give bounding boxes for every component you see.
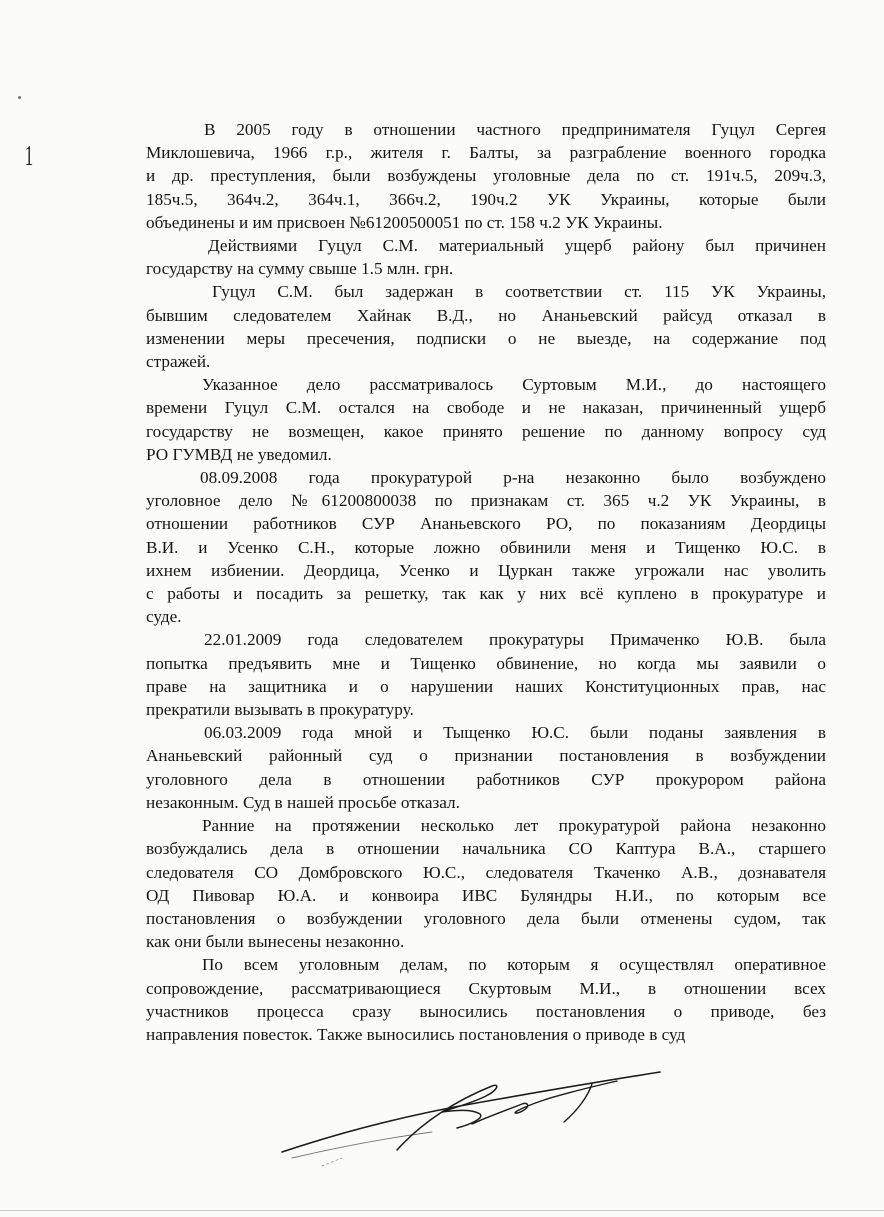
signature-stroke: [472, 1092, 572, 1124]
scan-edge-line: [0, 1210, 884, 1211]
text-line: попытка предъявить мне и Тищенко обвинение, но когда мы заявили о: [146, 653, 826, 673]
text-line: суде.: [146, 607, 182, 627]
text-line: направления повесток. Также выносились постановления о приводе в суд: [146, 1024, 686, 1044]
text-line: Ананьевский районный суд о признании постановления в возбуждении: [146, 746, 826, 766]
signature-stroke: [322, 1158, 342, 1166]
text-line: Гуцул С.М. был задержан в соответствии ст. 115 УК Украины,: [212, 282, 826, 302]
text-line: праве на защитника и о нарушении наших Конституционных прав, нас: [146, 676, 826, 696]
text-line: По всем уголовным делам, по которым я осуществлял оперативное: [202, 955, 826, 975]
text-line: государству не возмещен, какое принято решение по данному вопросу суд: [146, 421, 826, 441]
text-line: государству на сумму свыше 1.5 млн. грн.: [146, 259, 454, 279]
text-line: РО ГУМВД не уведомил.: [146, 444, 332, 464]
text-line: ихнем избиении. Деордица, Усенко и Цуркан также угрожали нас уволить: [146, 560, 826, 580]
text-line: сопровождение, рассматривающиеся Скуртовым М.И., в отношении всех: [146, 978, 826, 998]
signature: [272, 1062, 672, 1172]
text-line: отношении работников СУР Ананьевского РО, по показаниям Деордицы: [146, 514, 826, 534]
text-line: бывшим следователем Хайнак В.Д., но Ананьевский райсуд отказал в: [146, 305, 826, 325]
text-line: постановления о возбуждении уголовного дела были отменены судом, так: [146, 908, 826, 928]
document-body: [146, 118, 826, 1046]
paragraph: [146, 234, 826, 280]
text-line: прекратили вызывать в прокуратуру.: [146, 700, 414, 720]
signature-stroke: [397, 1085, 497, 1150]
text-line: Указанное дело рассматривалось Суртовым М.И., до настоящего: [202, 375, 826, 395]
paragraph: [146, 466, 826, 628]
paragraph: [146, 721, 826, 814]
text-line: Ранние на протяжении несколько лет прокуратурой района незаконно: [202, 816, 826, 836]
paragraph: [146, 953, 826, 1046]
text-line: 185ч.5, 364ч.2, 364ч.1, 366ч.2, 190ч.2 УК Украины, которые были: [146, 189, 826, 209]
text-line: незаконным. Суд в нашей просьбе отказал.: [146, 792, 460, 812]
text-line: объединены и им присвоен №61200500051 по ст. 158 ч.2 УК Украины.: [146, 212, 663, 232]
paragraph: [146, 280, 826, 373]
paragraph: [146, 118, 826, 234]
text-line: и др. преступления, были возбуждены уголовные дела по ст. 191ч.5, 209ч.3,: [146, 166, 826, 186]
text-line: 22.01.2009 года следователем прокуратуры Примаченко Ю.В. была: [204, 630, 826, 650]
paragraph: [146, 628, 826, 721]
text-line: возбуждались дела в отношении начальника СО Каптура В.А., старшего: [146, 839, 826, 859]
text-line: уголовное дело №61200800038 по признакам ст. 365 ч.2 УК Украины, в: [146, 491, 826, 511]
text-line: Миклошевича, 1966 г.р., жителя г. Балты, за разграбление военного городка: [146, 143, 826, 163]
text-line: с работы и посадить за решетку, так как у них всё куплено в прокуратуре и: [146, 584, 826, 604]
text-line: 06.03.2009 года мной и Тыщенко Ю.С. были поданы заявления в: [204, 723, 826, 743]
paragraph: [146, 814, 826, 953]
scan-speck: [18, 96, 21, 99]
text-line: стражей.: [146, 352, 211, 372]
text-line: уголовного дела в отношении работников СУР прокурором района: [146, 769, 826, 789]
text-line: 08.09.2008 года прокуратурой р-на незаконно было возбуждено: [200, 468, 826, 488]
text-line: В.И. и Усенко С.Н., которые ложно обвинили меня и Тищенко Ю.С. в: [146, 537, 826, 557]
text-line: следователя СО Домбровского Ю.С., следователя Ткаченко А.В., дознавателя: [146, 862, 826, 882]
text-line: Действиями Гуцул С.М. материальный ущерб району был причинен: [208, 236, 826, 256]
text-line: времени Гуцул С.М. остался на свободе и не наказан, причиненный ущерб: [146, 398, 826, 418]
text-line: В 2005 году в отношении частного предпринимателя Гуцул Сергея: [204, 120, 826, 139]
text-line: изменении меры пресечения, подписки о не выезде, на содержание под: [146, 328, 826, 348]
paragraph: [146, 373, 826, 466]
text-line: участников процесса сразу выносились постановления о приводе, без: [146, 1001, 826, 1021]
text-line: ОД Пивовар Ю.А. и конвоира ИВС Буляндры Н.И., по которым все: [146, 885, 826, 905]
margin-mark: 1: [24, 141, 34, 172]
text-line: как они были вынесены незаконно.: [146, 932, 405, 952]
